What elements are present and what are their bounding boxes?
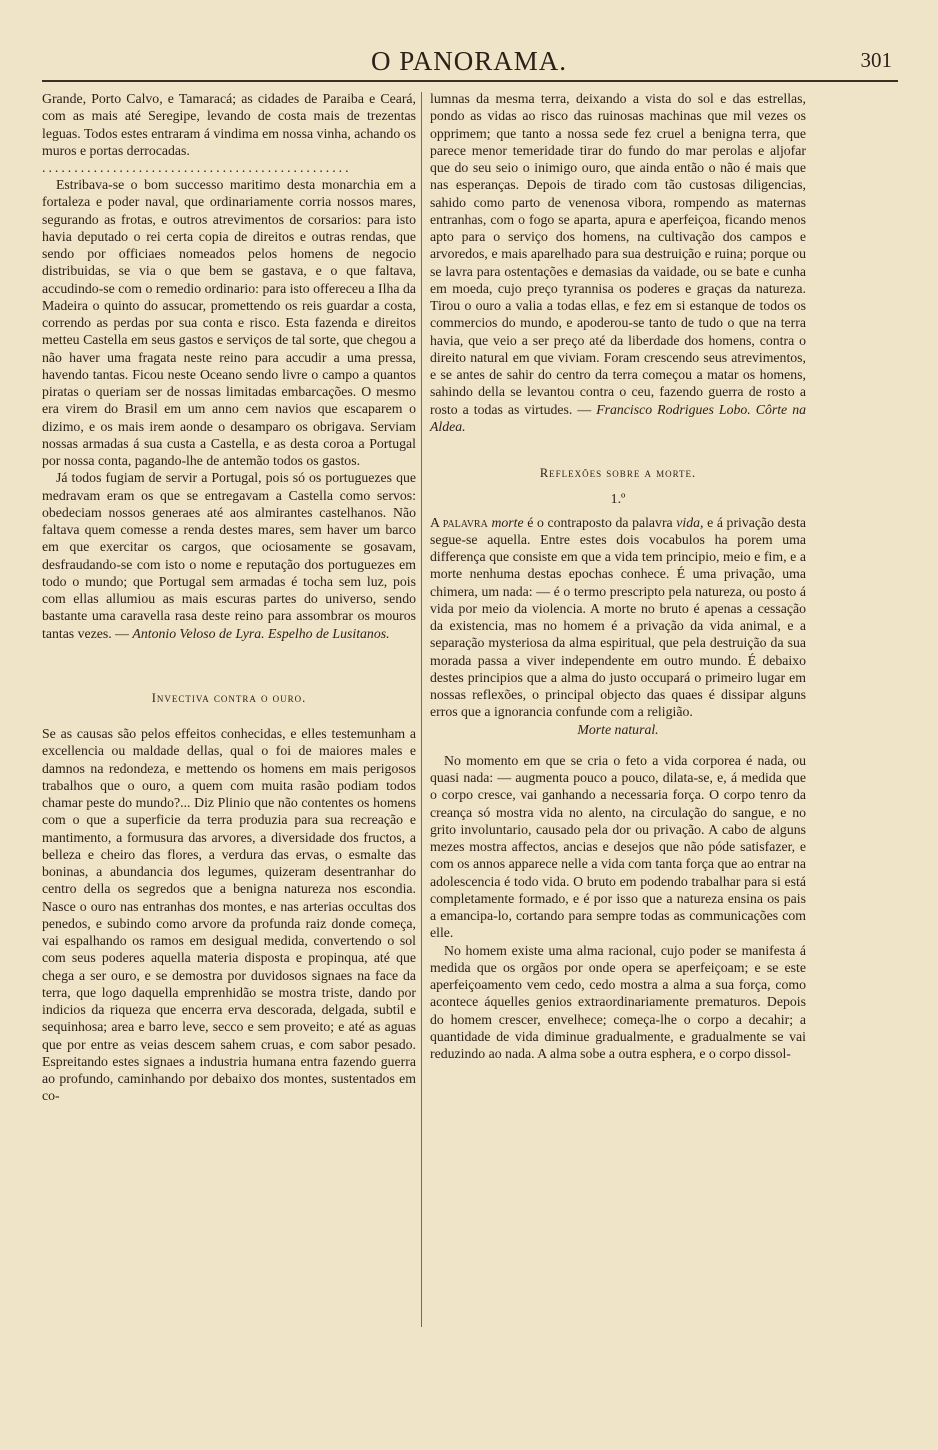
- masthead: [40, 40, 898, 80]
- paragraph: No momento em que se cria o feto a vida corporea é nada, ou quasi nada: — augmenta pouco a pouco, dilata-se, e, á medida que o corpo cresce, vai ganhando a necessaria força. O corpo tenro da creança só mostra vida no alento, na circulação do sangue, e no grito involuntario, causado pela dor ou privação. A cabo de alguns mezes mostra affectos, ancias e desejos que não póde satisfazer, e com os annos apparece nelle a vida com tanta força que ao entrar na adolescencia é todo vida. O bruto em podendo trabalhar para si está completamente formado, e é por isso que a natureza ensina os pais a emancipa-lo, cortando para sempre todas as communicações com elle.: [430, 752, 806, 941]
- paragraph: [430, 514, 806, 721]
- paragraph: Grande, Porto Calvo, e Tamaracá; as cidades de Paraiba e Ceará, com as mais até Seregipe, levando de costa mais de trezentas leguas. Todos estes entraram á vindima em nossa vinha, achando os muros e portas derrocadas.: [42, 91, 416, 158]
- subheading: Morte natural.: [577, 721, 659, 737]
- paragraph: Se as causas são pelos effeitos conhecidas, e elles testemunham a excellencia ou maldade dellas, qual o foi de maiores males e damnos na redondeza, e mettendo os homens em mais perigosos trabalhos que o ouro, a quem com muita rasão podiam todos chamar peste do mundo?... Diz Plinio que não contentes os homens com o que a superficie da terra produzia para sua recreação e mantimento, a formusura das arvores, a diversidade dos fructos, a belleza e cheiro das flores, a verdura das ervas, o esmalte das boninas, a abundancia dos legumes, quizeram desentranhar do centro della os segredos que a benigna natureza nos escondia. Nasce o ouro nas entranhas dos montes, e nas arterias occultas dos penedos, e subindo como arvore da profunda raiz donde começa, vai espalhando os ramos em desigual medida, convertendo o sol com seus poderes aquella materia disposta e propinqua, até que chega a ser ouro, e se demostra por duvidosos signaes na face da terra, que logo daquella emprenhidão se mostra triste, dando por indicios da riqueza que encerra erva descorada, delgada, subtil e sequinhosa; area e barro leve, secco e sem proveito; e até as aguas que por entre as veias descem sahem cruas, e com sabor pesado. Espreitando estes signaes a industria humana entra fazendo guerra ao profundo, caminhando por debaixo dos montes, sustentados em co-: [42, 726, 416, 1104]
- paragraph: No homem existe uma alma racional, cujo poder se manifesta á medida que os orgãos por onde opera se aperfeiçoam; e se este aperfeiçoamento vem cedo, cedo mostra a alma a sua força, como acontece áquelles genios extraordinariamente prematuros. Depois do homem crescer, envelhece; começa-lhe o corpo a decahir; a quantidade de vida diminue gradualmente, e gradualmente se vai reduzindo ao nada. A alma sobe a outra esphera, e o corpo dissol-: [430, 942, 806, 1061]
- emphasis: vida,: [676, 514, 704, 530]
- paragraph: Estribava-se o bom successo maritimo desta monarchia em a fortaleza e poder naval, que ordinariamente corria nossos mares, segurando as frotas, e outros atrevimentos de corsarios: para isto havia deputado o rei certa copia de direitos e outras rendas, que sendo por officiaes nomeados pelos homens de negocio distribuidas, se via o que bem se gastava, e o que faltava, accudindo-se com o remedio ordinario: para isto offereceu a Ilha da Madeira o quinto do assucar, promettendo os reis guardar a costa, correndo as perdas por sua conta e risco. Esta fazenda e direitos metteu Castella em seus gastos e serviços de tal sorte, que chegou a não haver uma fragata neste reino para accudir a uma pressa, havendo tantas. Ficou neste Oceano sendo livre o campo a quantos piratas o queriam ser de nossas limitadas embarcações. O mesmo era virem do Brasil em um anno cem navios que escaparem o dizimo, e os mais irem aonde o desamparo os obrigava. Serviam nossas armadas á sua custa a Castella, e as desta coroa a Portugal por nossa conta, pagando-lhe de antemão todos os gastos.: [42, 177, 416, 468]
- section-number: 1.º: [610, 491, 626, 507]
- lead-words: A palavra: [430, 514, 488, 530]
- citation: Antonio Veloso de Lyra. Espelho de Lusitanos.: [132, 625, 390, 641]
- publication-title: O PANORAMA.: [370, 46, 568, 76]
- paragraph-text: e á privação desta segue-se aquella. Entre estes dois vocabulos ha porem uma differença que consiste em que a vida tem principio, meio e fim, e a morte nenhuma destas epochas conhece. É uma privação, uma chimera, um nada: — é o termo prescripto pela natureza, ou posto á vida por meio da violencia. A morte no bruto é apenas a cessação da existencia, mas no homem é a privação da vida animal, e a separação mysteriosa da alma espiritual, que pela destruição da sua morada passa a viver independente em outro mundo. É debaixo destes principios que a alma do justo occupará o primeiro lugar em nossas reflexões, o principal objecto das quaes é dissipar alguns erros que a ignorancia confunde com a religião.: [430, 514, 806, 720]
- page-number: 301: [860, 48, 892, 72]
- paragraph: [430, 90, 806, 435]
- section-title: Invectiva contra o ouro.: [151, 690, 307, 705]
- ellipsis-line: ................................................: [42, 160, 352, 175]
- header-rule: [42, 80, 898, 82]
- citation: Francisco Rodrigues Lobo. Côrte na Aldea.: [430, 401, 807, 434]
- section-title: Reflexões sobre a morte.: [539, 466, 697, 480]
- paragraph: [42, 469, 416, 642]
- column-divider: [421, 92, 422, 1327]
- paragraph-text: Já todos fugiam de servir a Portugal, pois só os portuguezes que medravam eram os que se entregavam a Castella como servos: obedeciam nossos generaes até aos almirantes castelhanos. Não faltava quem comesse a renda destes mares, sem haver um barco em que exercitar os cargos, que ociosamente se gosavam, desfraudando-se com isto o nome e reputação dos portuguezes em todo o mundo; que Portugal sem armadas é tocha sem luz, pois com ellas allumiou as mais escuras partes do universo, sendo bastante uma caravella rasa deste reino para assombrar os mouros tantas vezes. —: [42, 470, 416, 641]
- left-column: [42, 90, 416, 1105]
- paragraph-text: é o contraposto da palavra: [527, 514, 673, 530]
- right-column: [430, 90, 806, 1062]
- emphasis: morte: [491, 514, 524, 530]
- paragraph-text: lumnas da mesma terra, deixando a vista do sol e das estrellas, pondo as vidas ao risco das ruinosas machinas que mil vezes os opprimem; que tanto a nossa sede fez cruel a benigna terra, que parece menor temeridade tirar do fundo do mar perolas e aljofar que do seu seio o inimigo ouro, que ainda então o não é mais que nas esperanças. Depois de tirado com tão custosas diligencias, sahido como parto de venenosa vibora, rompendo as maternas entranhas, com o fogo se aparta, apura e aperfeiçoa, ficando menos apto para o serviço dos homens, na cultivação dos campos e arvoredos, e mais aparelhado para sua destruição e ruina; porque ou se lavra para ostentações e demasias da vaidade, ou se bate e cunha em moeda, cujo preço tyrannisa os poderes e graças da natureza. Tirou o ouro a valia a todas ellas, e fez em si estanque de todos os commercios do mundo, e apoderou-se tanto de tudo o que na terra havia, que veio a ser preço até da liberdade dos homens, contra o direito natural em que viviam. Foram crescendo seus atrevimentos, e se antes de sahir do centro da terra começou a matar os homens, sahindo della se levantou contra o ceu, fazendo guerra de rosto a rosto a todas as virtudes. —: [430, 91, 806, 417]
